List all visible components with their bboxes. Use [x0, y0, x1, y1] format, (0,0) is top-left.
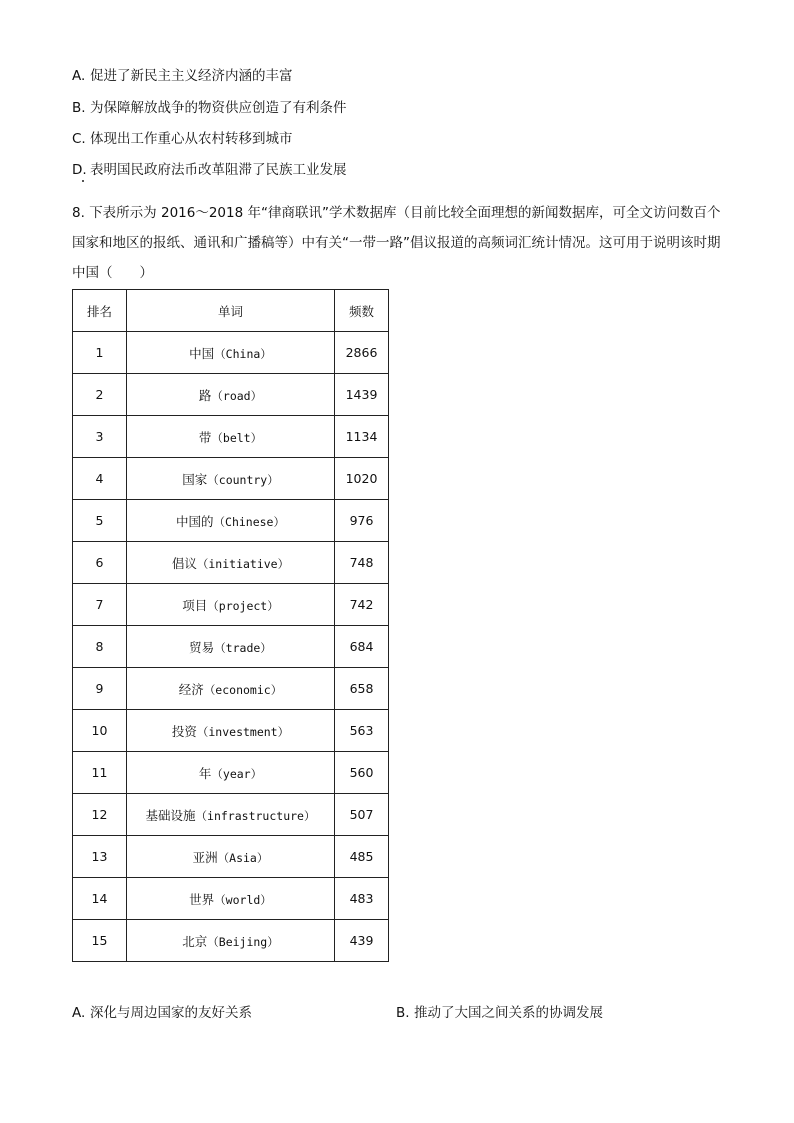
- option-letter: A.: [72, 68, 86, 84]
- word-cell: [127, 542, 335, 584]
- rank-cell: 1: [73, 332, 127, 374]
- word-cell: [127, 710, 335, 752]
- word-chinese: 基础设施: [145, 807, 196, 823]
- option-b-prev: [72, 98, 347, 118]
- rank-cell: 2: [73, 374, 127, 416]
- word-english: （infrastructure）: [195, 808, 316, 823]
- table-row: [73, 584, 389, 626]
- word-chinese: 中国的: [176, 513, 214, 529]
- rank-cell: 8: [73, 626, 127, 668]
- word-chinese: 项目: [182, 597, 208, 613]
- table-row: [73, 878, 389, 920]
- word-cell: [127, 794, 335, 836]
- rank-cell: 5: [73, 500, 127, 542]
- word-english: （country）: [207, 472, 279, 487]
- word-chinese: 北京: [182, 933, 208, 949]
- word-chinese: 世界: [189, 891, 215, 907]
- header-frequency: 频数: [335, 290, 389, 332]
- answer-option-a: [72, 1003, 252, 1023]
- frequency-table: [72, 289, 389, 962]
- word-english: （road）: [211, 388, 263, 403]
- word-cell: [127, 458, 335, 500]
- header-word: 单词: [127, 290, 335, 332]
- word-cell: [127, 920, 335, 962]
- word-cell: [127, 668, 335, 710]
- table-row: [73, 332, 389, 374]
- table-row: [73, 794, 389, 836]
- word-english: （project）: [207, 598, 279, 613]
- rank-cell: 10: [73, 710, 127, 752]
- table-body: [73, 332, 389, 962]
- option-letter: B.: [396, 1005, 410, 1021]
- rank-cell: 7: [73, 584, 127, 626]
- option-text: 推动了大国之间关系的协调发展: [414, 1005, 603, 1021]
- header-rank: 排名: [73, 290, 127, 332]
- word-english: （China）: [214, 346, 272, 361]
- frequency-cell: 658: [335, 668, 389, 710]
- word-cell: [127, 752, 335, 794]
- word-chinese: 贸易: [189, 639, 215, 655]
- table-header-row: [73, 290, 389, 332]
- word-cell: [127, 836, 335, 878]
- word-chinese: 亚洲: [192, 849, 218, 865]
- option-text: 促进了新民主主义经济内涵的丰富: [90, 68, 293, 84]
- question-text: 下表所示为 2016～2018 年“律商联讯”学术数据库（目前比较全面理想的新闻数据库，可全文访问数百个国家和地区的报纸、通讯和广播稿等）中有关“一带一路”倡议报道的高频词汇统计情况。这可用于说明该时期中国（ ）: [72, 205, 721, 281]
- table-row: [73, 752, 389, 794]
- word-chinese: 年: [198, 765, 212, 781]
- option-text: 深化与周边国家的友好关系: [90, 1005, 252, 1021]
- word-english: （world）: [214, 892, 272, 907]
- word-english: （initiative）: [196, 556, 290, 571]
- table-row: [73, 500, 389, 542]
- rank-cell: 13: [73, 836, 127, 878]
- frequency-cell: 560: [335, 752, 389, 794]
- frequency-cell: 748: [335, 542, 389, 584]
- table-row: [73, 668, 389, 710]
- word-english: （Beijing）: [207, 934, 279, 949]
- answer-option-b: [396, 1003, 603, 1023]
- word-cell: [127, 626, 335, 668]
- word-chinese: 带: [198, 429, 212, 445]
- option-d-prev: [72, 160, 347, 180]
- table-row: [73, 416, 389, 458]
- frequency-cell: 483: [335, 878, 389, 920]
- word-cell: [127, 584, 335, 626]
- word-chinese: 路: [198, 387, 212, 403]
- frequency-cell: 507: [335, 794, 389, 836]
- frequency-cell: 2866: [335, 332, 389, 374]
- table-row: [73, 374, 389, 416]
- table-row: [73, 458, 389, 500]
- rank-cell: 11: [73, 752, 127, 794]
- frequency-cell: 684: [335, 626, 389, 668]
- rank-cell: 4: [73, 458, 127, 500]
- table-row: [73, 542, 389, 584]
- word-chinese: 中国: [189, 345, 215, 361]
- option-letter: C.: [72, 131, 86, 147]
- word-cell: [127, 374, 335, 416]
- word-english: （belt）: [211, 430, 263, 445]
- rank-cell: 14: [73, 878, 127, 920]
- question-8: [72, 198, 724, 288]
- table-row: [73, 920, 389, 962]
- frequency-cell: 563: [335, 710, 389, 752]
- word-cell: [127, 416, 335, 458]
- option-text: 表明国民政府法币改革阻滞了民族工业发展: [90, 162, 347, 178]
- rank-cell: 9: [73, 668, 127, 710]
- question-number: 8.: [72, 205, 85, 221]
- word-english: （economic）: [203, 682, 283, 697]
- option-letter: B.: [72, 100, 86, 116]
- table-row: [73, 626, 389, 668]
- word-chinese: 倡议: [171, 555, 197, 571]
- table-row: [73, 710, 389, 752]
- word-english: （Asia）: [217, 850, 269, 865]
- word-cell: [127, 332, 335, 374]
- option-text: 体现出工作重心从农村转移到城市: [90, 131, 293, 147]
- rank-cell: 15: [73, 920, 127, 962]
- word-english: （investment）: [196, 724, 290, 739]
- word-chinese: 投资: [171, 723, 197, 739]
- option-c-prev: [72, 129, 293, 149]
- frequency-cell: 1134: [335, 416, 389, 458]
- frequency-cell: 1020: [335, 458, 389, 500]
- word-chinese: 经济: [178, 681, 204, 697]
- rank-cell: 3: [73, 416, 127, 458]
- word-english: （trade）: [214, 640, 272, 655]
- frequency-cell: 439: [335, 920, 389, 962]
- rank-cell: 6: [73, 542, 127, 584]
- word-english: （Chinese）: [213, 514, 285, 529]
- table-row: [73, 836, 389, 878]
- option-letter: A.: [72, 1005, 86, 1021]
- option-letter: D.: [72, 162, 87, 178]
- option-text: 为保障解放战争的物资供应创造了有利条件: [90, 100, 347, 116]
- word-english: （year）: [211, 766, 263, 781]
- stray-dot: [82, 180, 84, 182]
- frequency-cell: 1439: [335, 374, 389, 416]
- frequency-cell: 485: [335, 836, 389, 878]
- word-cell: [127, 500, 335, 542]
- frequency-cell: 976: [335, 500, 389, 542]
- option-a-prev: [72, 66, 293, 86]
- word-cell: [127, 878, 335, 920]
- word-chinese: 国家: [182, 471, 208, 487]
- frequency-cell: 742: [335, 584, 389, 626]
- rank-cell: 12: [73, 794, 127, 836]
